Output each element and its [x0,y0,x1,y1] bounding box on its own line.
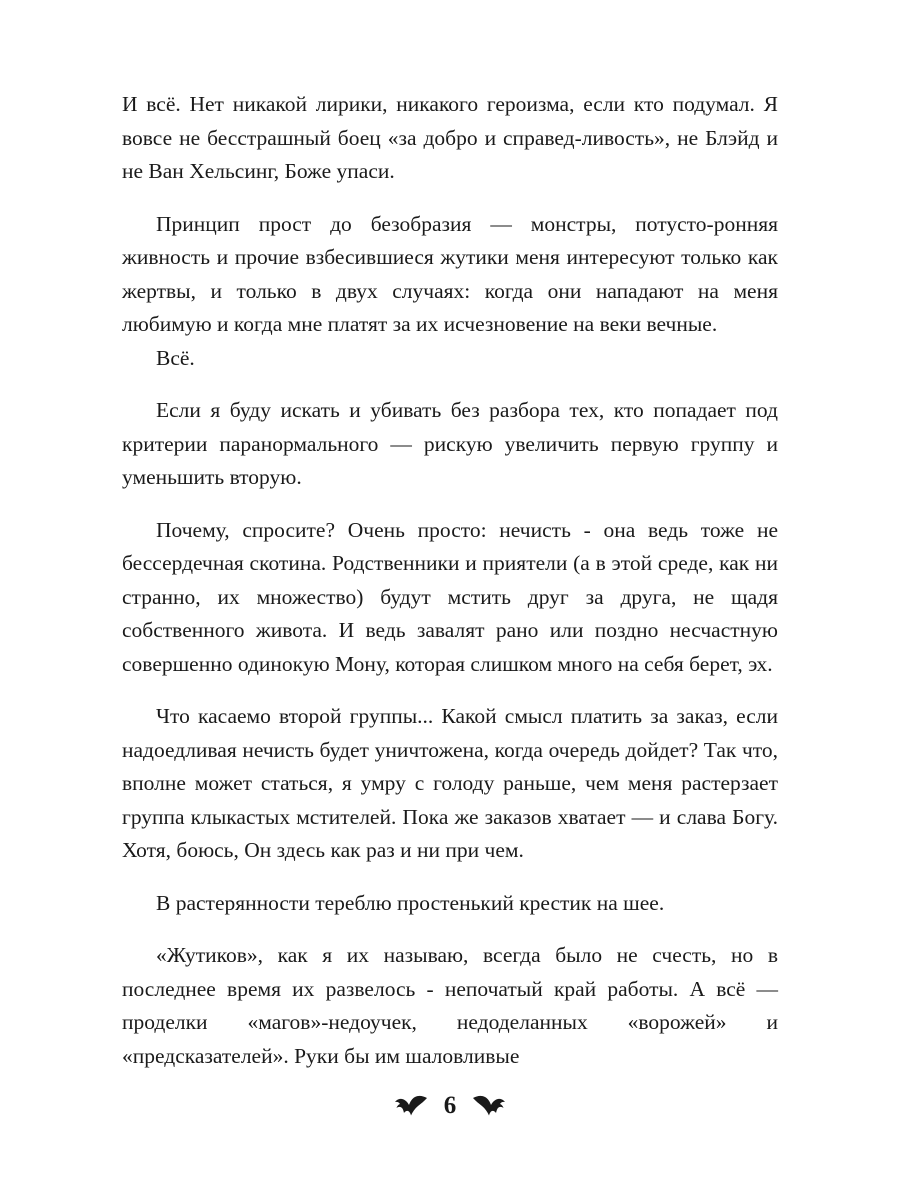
page-text-body [122,88,778,1073]
paragraph: Принцип прост до безобразия — монстры, потусто-ронняя живность и прочие взбесившиеся жутики меня интересуют только как жертвы, и только в двух случаях: когда они нападают на меня любимую и когда мне платят за их исчезновение на веки вечные. [122,211,778,336]
paragraph: Почему, спросите? Очень просто: нечисть - она ведь тоже не бессердечная скотина. Родственники и приятели (а в этой среде, как ни странно, их множество) будут мстить друг за друга, не щадя собственного живота. И ведь завалят рано или поздно несчастную совершенно одинокую Мону, которая слишком много на себя берет, эх. [122,517,778,676]
page-footer [0,1093,900,1118]
paragraph: «Жутиков», как я их называю, всегда было не счесть, но в последнее время их развелось - непочатый край работы. А всё — проделки «магов»-недоучек, недоделанных «ворожей» и «предсказателей». Руки бы им шаловливые [122,943,778,1068]
paragraph: И всё. Нет никакой лирики, никакого героизма, если кто подумал. Я вовсе не бесстрашный боец «за добро и справед-ливость», не Блэйд и не Ван Хельсинг, Боже упаси. [122,92,778,183]
paragraph: Если я буду искать и убивать без разбора тех, кто попадает под критерии паранормального — рискую увеличить первую группу и уменьшить вторую. [122,398,778,489]
paragraph: Что касаемо второй группы... Какой смысл платить за заказ, если надоедливая нечисть будет уничтожена, когда очередь дойдет? Так что, вполне может статься, я умру с голоду раньше, чем меня растерзает группа клыкастых мстителей. Пока же заказов хватает — и слава Богу. Хотя, боюсь, Он здесь как раз и ни при чем. [122,704,778,862]
paragraph: В растерянности тереблю простенький крестик на шее. [156,890,665,915]
bat-wing-right-icon [472,1094,506,1118]
bat-wing-left-icon [394,1094,428,1118]
page-number: 6 [443,1092,457,1119]
paragraph: Всё. [156,345,195,370]
